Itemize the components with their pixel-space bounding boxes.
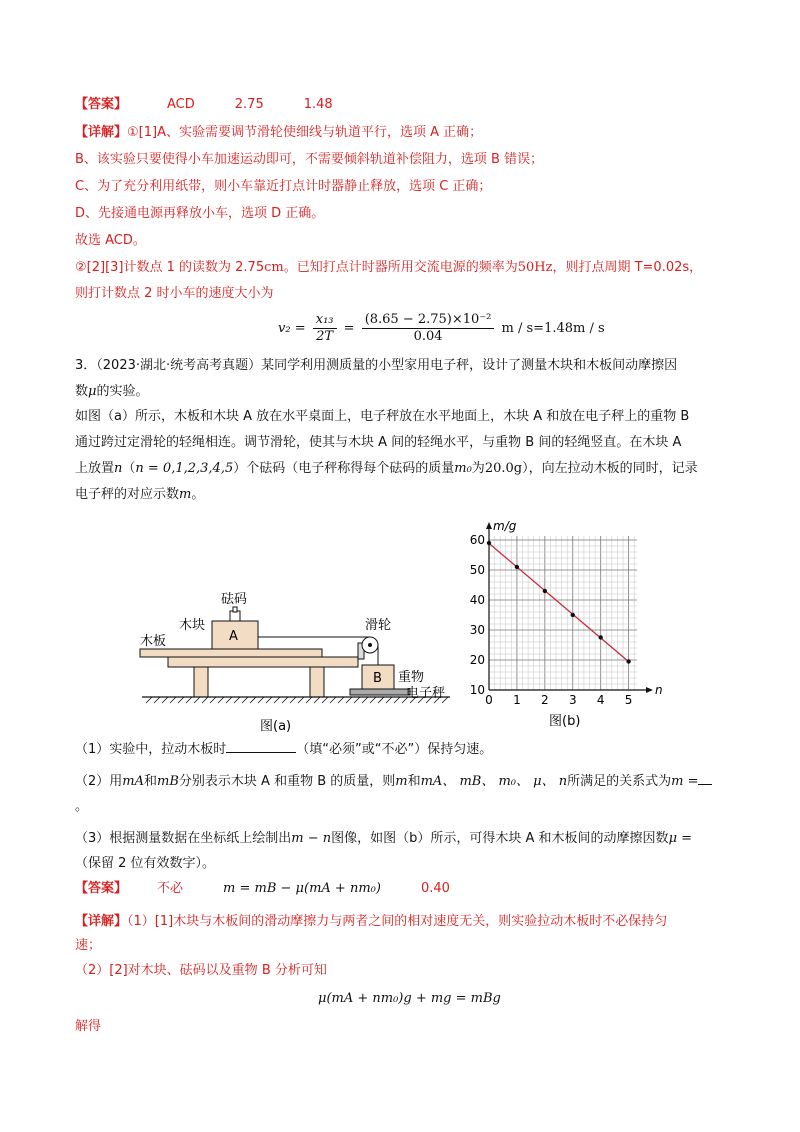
m0-value: 20.0g <box>484 461 523 476</box>
fit-line <box>489 543 629 661</box>
q3-text: 分别表示木块 A 和重物 B 的质量，则 <box>178 774 396 789</box>
answer-tag: 【答案】 <box>75 97 128 112</box>
answer-value-2: 2.75 <box>234 97 264 112</box>
answer-blank[interactable] <box>698 772 712 785</box>
table-leg <box>310 667 324 697</box>
data-point <box>626 659 630 663</box>
detail2-line-2: 速； <box>75 938 102 953</box>
label-scale: 电子秤 <box>406 686 446 701</box>
detail-tag: 【详解】 <box>75 125 128 140</box>
variables: mA、 mB、 m₀、 μ、 n <box>420 774 568 789</box>
m-equals: m = <box>671 774 699 789</box>
detail-text: ②[2][3]计数点 1 的读数为 2.75 <box>75 260 265 275</box>
detail-tag: 【详解】 <box>75 914 128 929</box>
detail-line-7: 则打计数点 2 时小车的速度大小为 <box>75 286 274 301</box>
q3-text: （2）用 <box>75 774 123 789</box>
q3-text: 数 <box>75 384 89 399</box>
question-3-line-1: 3．（2023·湖北·统考高考真题）某同学利用测质量的小型家用电子秤，设计了测量木块和木板间动摩擦因 <box>75 358 678 373</box>
eq-f2-denominator: 0.04 <box>413 329 443 344</box>
q3-text: 的实验。 <box>96 384 149 399</box>
detail-text: 。已知打点计时器所用交流电源的频率为 <box>283 260 518 275</box>
q3-text: 电子秤的对应示数 <box>75 487 180 502</box>
board <box>140 649 322 657</box>
mu-equals: μ = <box>668 831 693 846</box>
data-point <box>543 589 547 593</box>
x-tick-label: 5 <box>624 693 633 707</box>
m-symbol: m <box>395 774 408 789</box>
chart-ticks <box>470 533 633 707</box>
n-symbol: n <box>114 461 123 476</box>
x-axis-arrow <box>646 687 653 693</box>
subquestion-2-end: 。 <box>75 799 89 814</box>
subquestion-2 <box>75 772 712 791</box>
question-3-line-6 <box>75 486 204 504</box>
eq-lhs: v₂ = <box>278 321 306 336</box>
subquestion-3 <box>75 830 692 848</box>
data-point <box>487 541 491 545</box>
label-weight: 砝码 <box>221 592 248 607</box>
y-tick-label: 30 <box>469 623 485 637</box>
m-symbol: m <box>179 487 192 502</box>
x-tick-label: 0 <box>485 693 493 707</box>
q3-text: ），向左拉动木板的同时，记录 <box>522 461 698 476</box>
q3-text: 上放置 <box>75 461 115 476</box>
ground-hatch <box>146 697 448 703</box>
label-heavy: 重物 <box>398 670 425 685</box>
answer-value-1: ACD <box>167 97 195 112</box>
answer-value-2: m = mB − μ(mA + nm₀) <box>223 881 381 896</box>
chart-grid <box>489 536 637 690</box>
chart-y-label: m/g <box>493 519 517 533</box>
question-3-line-2 <box>75 383 148 401</box>
x-tick-label: 1 <box>513 693 521 707</box>
eq-f1-denominator: 2T <box>316 329 334 344</box>
subquestion-1 <box>75 740 492 759</box>
figure-a-apparatus <box>130 585 490 735</box>
mu-symbol: μ <box>88 384 97 399</box>
data-point <box>515 565 519 569</box>
answer-value-3: 1.48 <box>303 97 333 112</box>
q3-text: （填“必须”或“不必”）保持匀速。 <box>296 742 493 757</box>
eq-f2-numerator: (8.65 − 2.75)×10⁻² <box>362 312 495 329</box>
answer-line-1 <box>75 96 333 114</box>
label-a: A <box>229 629 238 644</box>
m-n-symbol: m − n <box>291 831 332 846</box>
label-board: 木板 <box>140 634 167 649</box>
answer-value-1: 不必 <box>157 881 184 896</box>
label-pulley: 滑轮 <box>365 618 392 633</box>
y-tick-label: 60 <box>469 533 485 547</box>
q3-text: （ <box>122 461 136 476</box>
question-3-line-3: 如图（a）所示，木板和木块 A 放在水平桌面上，电子秤放在水平地面上，木块 A 和放在电子秤上的重物 B <box>75 409 690 424</box>
table-leg <box>194 667 208 697</box>
caption-b: 图(b) <box>549 714 581 729</box>
q3-text: ）个砝码（电子秤称得每个砝码的质量 <box>233 461 455 476</box>
label-block: 木块 <box>179 618 206 633</box>
y-tick-label: 10 <box>469 683 485 697</box>
q3-text: 和 <box>144 774 158 789</box>
detail-text: ，则打点周期 T=0.02s， <box>552 260 703 275</box>
data-point <box>571 613 575 617</box>
answer-tag: 【答案】 <box>75 881 128 896</box>
friction-equation: μ(mA + nm₀)g + mg = mBg <box>318 991 501 1006</box>
detail-line-1 <box>75 124 482 142</box>
chart-series <box>487 541 631 664</box>
detail-text: ①[1]A、实验需要调节滑轮使细线与轨道平行，选项 A 正确； <box>127 125 483 140</box>
detail-line-4: D、先接通电源再释放小车，选项 D 正确。 <box>75 206 325 221</box>
caption-a: 图(a) <box>260 719 292 734</box>
answer-value-3: 0.40 <box>420 881 450 896</box>
question-3-line-4: 通过跨过定滑轮的轻绳相连。调节滑轮，使其与木块 A 间的轻绳水平，与重物 B 间的轻绳竖直。在木块 A <box>75 435 682 450</box>
data-point <box>598 635 602 639</box>
x-tick-label: 3 <box>568 693 577 707</box>
label-b: B <box>373 671 382 686</box>
detail2-line-1 <box>75 913 667 931</box>
x-tick-label: 4 <box>596 693 605 707</box>
y-tick-label: 40 <box>469 593 485 607</box>
question-3-line-5 <box>75 460 698 478</box>
eq-equals: = <box>343 321 355 336</box>
q3-text: 所满足的关系式为 <box>567 774 672 789</box>
q3-text: 为 <box>471 461 485 476</box>
eq-rhs: m / s=1.48m / s <box>501 321 605 336</box>
m0-symbol: m₀ <box>454 461 472 476</box>
table-top <box>168 657 358 667</box>
y-tick-label: 50 <box>469 563 485 577</box>
detail-line-3: C、为了充分利用纸带，则小车靠近打点计时器静止释放，选项 C 正确； <box>75 179 492 194</box>
mb-symbol: mB <box>157 774 179 789</box>
frequency-value: 50Hz <box>517 260 553 275</box>
detail-text: （1）[1]木块与木板间的滑动摩擦力与两者之间的相对速度无关，则实验拉动木板时不必保持匀 <box>127 914 668 929</box>
unit-cm: cm <box>264 260 284 275</box>
chart-x-label: n <box>655 683 663 697</box>
electronic-scale <box>350 689 410 695</box>
y-axis-arrow <box>486 522 492 529</box>
detail-line-5: 故选 ACD。 <box>75 233 146 248</box>
detail2-line-4: 解得 <box>75 1019 102 1034</box>
answer-blank[interactable] <box>226 740 296 753</box>
y-tick-label: 20 <box>469 653 485 667</box>
figure-b-chart <box>465 515 665 735</box>
eq-f1-numerator: x₁₃ <box>313 312 337 329</box>
x-tick-label: 2 <box>541 693 549 707</box>
q3-text: 图像，如图（b）所示，可得木块 A 和木板间的动摩擦因数 <box>331 831 669 846</box>
answer-line-2 <box>75 880 450 898</box>
subquestion-3-line-2: （保留 2 位有效数字）。 <box>75 856 216 871</box>
detail2-line-3: （2）[2]对木块、砝码以及重物 B 分析可知 <box>75 963 327 978</box>
q3-text: （1）实验中，拉动木板时 <box>75 742 227 757</box>
detail-line-2: B、该实验只要使得小车加速运动即可，不需要倾斜轨道补偿阻力，选项 B 错误； <box>75 152 544 167</box>
chart-axes <box>486 522 653 693</box>
q3-text: 和 <box>407 774 421 789</box>
velocity-equation <box>278 312 605 345</box>
n-range: n = 0,1,2,3,4,5 <box>135 461 234 476</box>
q3-text: （3）根据测量数据在坐标纸上绘制出 <box>75 831 292 846</box>
ma-symbol: mA <box>122 774 144 789</box>
q3-text: 。 <box>191 487 205 502</box>
detail-line-6 <box>75 259 702 277</box>
